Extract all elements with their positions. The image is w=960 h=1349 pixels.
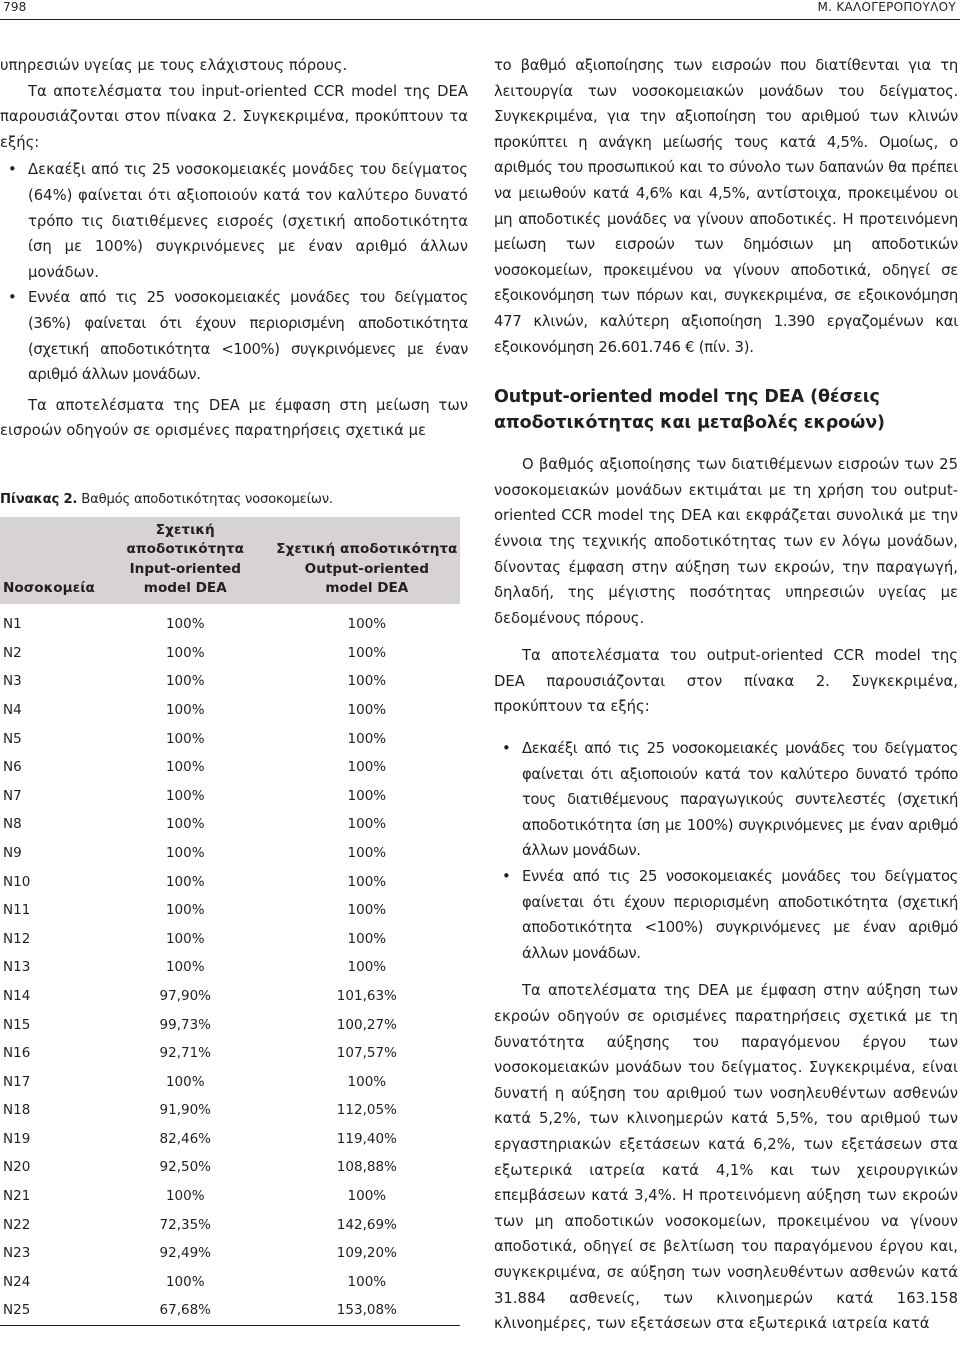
output-efficiency-cell: 100%	[347, 787, 387, 804]
table-row	[0, 1153, 460, 1182]
hospital-cell: N25	[0, 1296, 97, 1325]
table-row	[0, 724, 460, 753]
left-bullet-list	[0, 157, 468, 387]
list-item-text: Εννέα από τις 25 νοσοκομειακές μονάδες του δείγματος (36%) φαίνεται ότι έχουν περιορισμένη αποδοτικότητα (σχετική αποδοτικότητα <100%) συγκρινόμενες με έναν αριθμό άλλων μονάδων.	[28, 289, 468, 384]
table-caption	[0, 491, 468, 509]
list-item	[494, 864, 958, 966]
input-efficiency-cell: 100%	[165, 930, 205, 947]
hospital-cell: N2	[3, 644, 22, 661]
input-efficiency-cell: 100%	[165, 701, 205, 718]
table-row	[0, 896, 460, 925]
input-efficiency-cell: 72,35%	[159, 1216, 212, 1233]
table-row	[0, 982, 460, 1011]
hospital-cell: N21	[3, 1188, 31, 1205]
bullet-icon: •	[502, 868, 511, 886]
input-efficiency-cell: 100%	[165, 1073, 205, 1090]
output-efficiency-cell: 142,69%	[336, 1216, 397, 1233]
table-block	[0, 491, 468, 1326]
right-paragraph-2: Ο βαθμός αξιοποίησης των διατιθέμενων εισροών των 25 νοσοκομειακών μονάδων εκτιμάται με τη χρήση του output-oriented CCR model της DEA και εκφράζεται συνολικά με την έννοια της τεχνικής αποδοτικότητας των εν λόγω μονάδων, δίνοντας έμφαση στην αύξηση των εκροών, την παραγωγή, δηλαδή, της μέγιστης ποσότητας υπηρεσιών υγείας με δεδομένους πόρους.	[494, 456, 958, 627]
input-efficiency-cell: 100%	[165, 902, 205, 919]
input-efficiency-cell: 97,90%	[159, 987, 212, 1004]
hospital-cell: N7	[3, 787, 22, 804]
hospital-cell: N3	[3, 673, 22, 690]
hospital-cell: N5	[3, 730, 22, 747]
input-efficiency-cell: 91,90%	[159, 1102, 212, 1119]
output-efficiency-cell: 100%	[347, 616, 387, 633]
table-row	[0, 639, 460, 668]
right-bullet-list	[494, 736, 958, 966]
hospital-cell: N12	[3, 930, 31, 947]
input-efficiency-cell: 100%	[165, 787, 205, 804]
header-output-oriented: Σχετική αποδοτικότητα Output-oriented model DEA	[276, 541, 458, 597]
hospital-cell: N22	[3, 1216, 31, 1233]
input-efficiency-cell: 100%	[165, 1188, 205, 1205]
output-efficiency-cell: 100,27%	[336, 1016, 397, 1033]
hospital-cell: N10	[3, 873, 31, 890]
input-efficiency-cell: 100%	[165, 730, 205, 747]
hospital-cell: N14	[3, 987, 31, 1004]
table-row	[0, 604, 460, 639]
hospital-cell: N20	[3, 1159, 31, 1176]
right-paragraph-4: Τα αποτελέσματα της DEA με έμφαση στην αύξηση των εκροών οδηγούν σε ορισμένες παρατηρήσεις σχετικά με τη δυνατότητα αύξησης του παραγόμενου έργου των νοσοκομειακών μονάδων του δείγματος. Συγκεκριμένα, είναι δυνατή η αύξηση του αριθμού των νοσηλευθέντων ασθενών κατά 5,2%, των κλινοημερών κατά 5,5%, του αριθμού των εργαστηριακών εξετάσεων κατά 6,2%, των εξετάσεων στα εξωτερικά ιατρεία κατά 4,1% και των χειρουργικών επεμβάσεων κατά 3,4%. Η προτεινόμενη αύξηση των εκροών των μη αποδοτικών νοσοκομείων, προκειμένου να γίνουν αποδοτικά, οδηγεί σε βελτίωση του παραγόμενου έργου και, συγκεκριμένα, σε αύξηση των νοσηλευθέντων ασθενών κατά 31.884 ασθενείς, των κλινοημερών κατά 163.158 κλινοημέρες, των εξετάσεων στα εξωτερικά ιατρεία κατά	[494, 982, 958, 1333]
output-efficiency-cell: 100%	[347, 930, 387, 947]
output-efficiency-cell: 112,05%	[336, 1102, 397, 1119]
input-efficiency-cell: 92,49%	[159, 1245, 212, 1262]
output-efficiency-cell: 153,08%	[274, 1296, 460, 1325]
table-caption-text: Βαθμός αποδοτικότητας νοσοκομείων.	[81, 491, 333, 507]
table-row	[0, 1096, 460, 1125]
left-paragraph-2: Τα αποτελέσματα του input-oriented CCR model της DEA παρουσιάζονται στον πίνακα 2. Συγκεκριμένα, προκύπτουν τα εξής:	[0, 82, 468, 151]
output-efficiency-cell: 100%	[347, 1188, 387, 1205]
output-efficiency-cell: 100%	[347, 959, 387, 976]
page-number: 798	[3, 0, 27, 14]
running-head: Μ. ΚΑΛΟΓΕΡΟΠΟΥΛΟΥ	[817, 0, 956, 14]
hospital-cell: N13	[3, 959, 31, 976]
right-paragraph-1: το βαθμό αξιοποίησης των εισροών που διατίθενται για τη λειτουργία των νοσοκομειακών μονάδων του δείγματος. Συγκεκριμένα, για την αξιοποίηση του αριθμού των κλινών προκύπτει η ανάγκη μείωσής τους κατά 4,5%. Ομοίως, ο αριθμός του προσωπικού και το σύνολο των δαπανών θα πρέπει να μειωθούν κατά 4,6% και 4,5%, αντίστοιχα, προκειμένου οι μη αποδοτικές μονάδες να γίνουν αποδοτικές. Η προτεινόμενη μείωση των εισροών των δημόσιων μη αποδοτικών νοσοκομείων, προκειμένου να γίνουν αποδοτικά, οδηγεί σε εξοικονόμηση των πόρων και, συγκεκριμένα, σε εξοικονόμηση 477 κλινών, καλύτερη αξιοποίηση 1.390 εργαζομένων και εξοικονόμηση 26.601.746 € (πίν. 3).	[494, 57, 958, 356]
hospital-cell: N8	[3, 816, 22, 833]
table-row	[0, 867, 460, 896]
section-title: Output-oriented model της DEA (θέσεις αποδοτικότητας και μεταβολές εκροών)	[494, 387, 885, 434]
output-efficiency-cell: 101,63%	[336, 987, 397, 1004]
output-efficiency-cell: 100%	[347, 1273, 387, 1290]
output-efficiency-cell: 108,88%	[336, 1159, 397, 1176]
right-column	[494, 53, 958, 1337]
input-efficiency-cell: 100%	[165, 959, 205, 976]
hospital-cell: N15	[3, 1016, 31, 1033]
output-efficiency-cell: 100%	[347, 673, 387, 690]
hospital-cell: N6	[3, 759, 22, 776]
table-row	[0, 781, 460, 810]
hospital-cell: N23	[3, 1245, 31, 1262]
input-efficiency-cell: 100%	[165, 673, 205, 690]
input-efficiency-cell: 92,71%	[159, 1045, 212, 1062]
bullet-icon: •	[8, 289, 17, 307]
table-row	[0, 1239, 460, 1268]
table-header-row	[0, 517, 460, 604]
left-paragraph-1: υπηρεσιών υγείας με τους ελάχιστους πόρους.	[0, 57, 348, 74]
hospital-cell: N1	[3, 616, 22, 633]
table-body	[0, 604, 460, 1325]
hospital-cell: N17	[3, 1073, 31, 1090]
hospital-cell: N9	[3, 844, 22, 861]
page-header	[0, 0, 960, 20]
table-row	[0, 1182, 460, 1211]
right-paragraph-3: Τα αποτελέσματα του output-oriented CCR model της DEA παρουσιάζονται στον πίνακα 2. Συγκεκριμένα, προκύπτουν τα εξής:	[494, 647, 958, 716]
table-row	[0, 1268, 460, 1297]
table-row	[0, 753, 460, 782]
list-item-text: Εννέα από τις 25 νοσοκομειακές μονάδες του δείγματος φαίνεται ότι έχουν περιορισμένη αποδοτικότητα (σχετική αποδοτικότητα <100%) συγκρινόμενες με έναν αριθμό άλλων μονάδων.	[522, 868, 958, 962]
table-row	[0, 953, 460, 982]
list-item	[0, 157, 468, 285]
header-rule	[0, 19, 960, 20]
list-item-text: Δεκαέξι από τις 25 νοσοκομειακές μονάδες του δείγματος (64%) φαίνεται ότι αξιοποιούν κατά τον καλύτερο δυνατό τρόπο τις διατιθέμενες εισροές (σχετική αποδοτικότητα ίση με 100%) συγκρινόμενες με έναν αριθμό άλλων μονάδων.	[28, 161, 468, 281]
left-paragraph-3: Τα αποτελέσματα της DEA με έμφαση στη μείωση των εισροών οδηγούν σε ορισμένες παρατηρήσεις σχετικά με	[0, 396, 468, 440]
bullet-icon: •	[502, 740, 511, 758]
input-efficiency-cell: 100%	[165, 873, 205, 890]
output-efficiency-cell: 107,57%	[336, 1045, 397, 1062]
input-efficiency-cell: 92,50%	[159, 1159, 212, 1176]
table-row	[0, 839, 460, 868]
output-efficiency-cell: 100%	[347, 1073, 387, 1090]
input-efficiency-cell: 100%	[165, 1273, 205, 1290]
header-input-oriented: Σχετική αποδοτικότητα Input-oriented model DEA	[126, 521, 244, 597]
input-efficiency-cell: 100%	[165, 759, 205, 776]
hospital-cell: N11	[3, 902, 31, 919]
input-efficiency-cell: 100%	[165, 844, 205, 861]
list-item	[0, 285, 468, 387]
table-row	[0, 1210, 460, 1239]
efficiency-table	[0, 517, 460, 1326]
table-row	[0, 1125, 460, 1154]
input-efficiency-cell: 99,73%	[159, 1016, 212, 1033]
input-efficiency-cell: 67,68%	[97, 1296, 274, 1325]
hospital-cell: N4	[3, 701, 22, 718]
input-efficiency-cell: 100%	[165, 644, 205, 661]
output-efficiency-cell: 100%	[347, 902, 387, 919]
output-efficiency-cell: 100%	[347, 759, 387, 776]
hospital-cell: N18	[3, 1102, 31, 1119]
hospital-cell: N24	[3, 1273, 31, 1290]
table-row	[0, 1039, 460, 1068]
table-row	[0, 924, 460, 953]
input-efficiency-cell: 82,46%	[159, 1130, 212, 1147]
hospital-cell: N19	[3, 1130, 31, 1147]
table-row	[0, 1010, 460, 1039]
list-item-text: Δεκαέξι από τις 25 νοσοκομειακές μονάδες του δείγματος φαίνεται ότι αξιοποιούν κατά τον καλύτερο δυνατό τρόπο τους διατιθέμενους παραγωγικούς συντελεστές (σχετική αποδοτικότητα ίση με 100%) συγκρινόμενες με έναν αριθμό άλλων μονάδων.	[522, 740, 958, 860]
output-efficiency-cell: 109,20%	[336, 1245, 397, 1262]
header-hospitals: Νοσοκομεία	[3, 580, 95, 597]
left-column	[0, 53, 468, 1326]
input-efficiency-cell: 100%	[165, 616, 205, 633]
hospital-cell: N16	[3, 1045, 31, 1062]
output-efficiency-cell: 100%	[347, 816, 387, 833]
output-efficiency-cell: 100%	[347, 701, 387, 718]
output-efficiency-cell: 100%	[347, 873, 387, 890]
output-efficiency-cell: 119,40%	[336, 1130, 397, 1147]
output-efficiency-cell: 100%	[347, 644, 387, 661]
output-efficiency-cell: 100%	[347, 730, 387, 747]
list-item	[494, 736, 958, 864]
table-row	[0, 667, 460, 696]
bullet-icon: •	[8, 161, 17, 179]
table-row	[0, 1296, 460, 1325]
table-row	[0, 696, 460, 725]
table-row	[0, 810, 460, 839]
table-caption-label: Πίνακας 2.	[0, 491, 78, 507]
input-efficiency-cell: 100%	[165, 816, 205, 833]
output-efficiency-cell: 100%	[347, 844, 387, 861]
table-row	[0, 1067, 460, 1096]
